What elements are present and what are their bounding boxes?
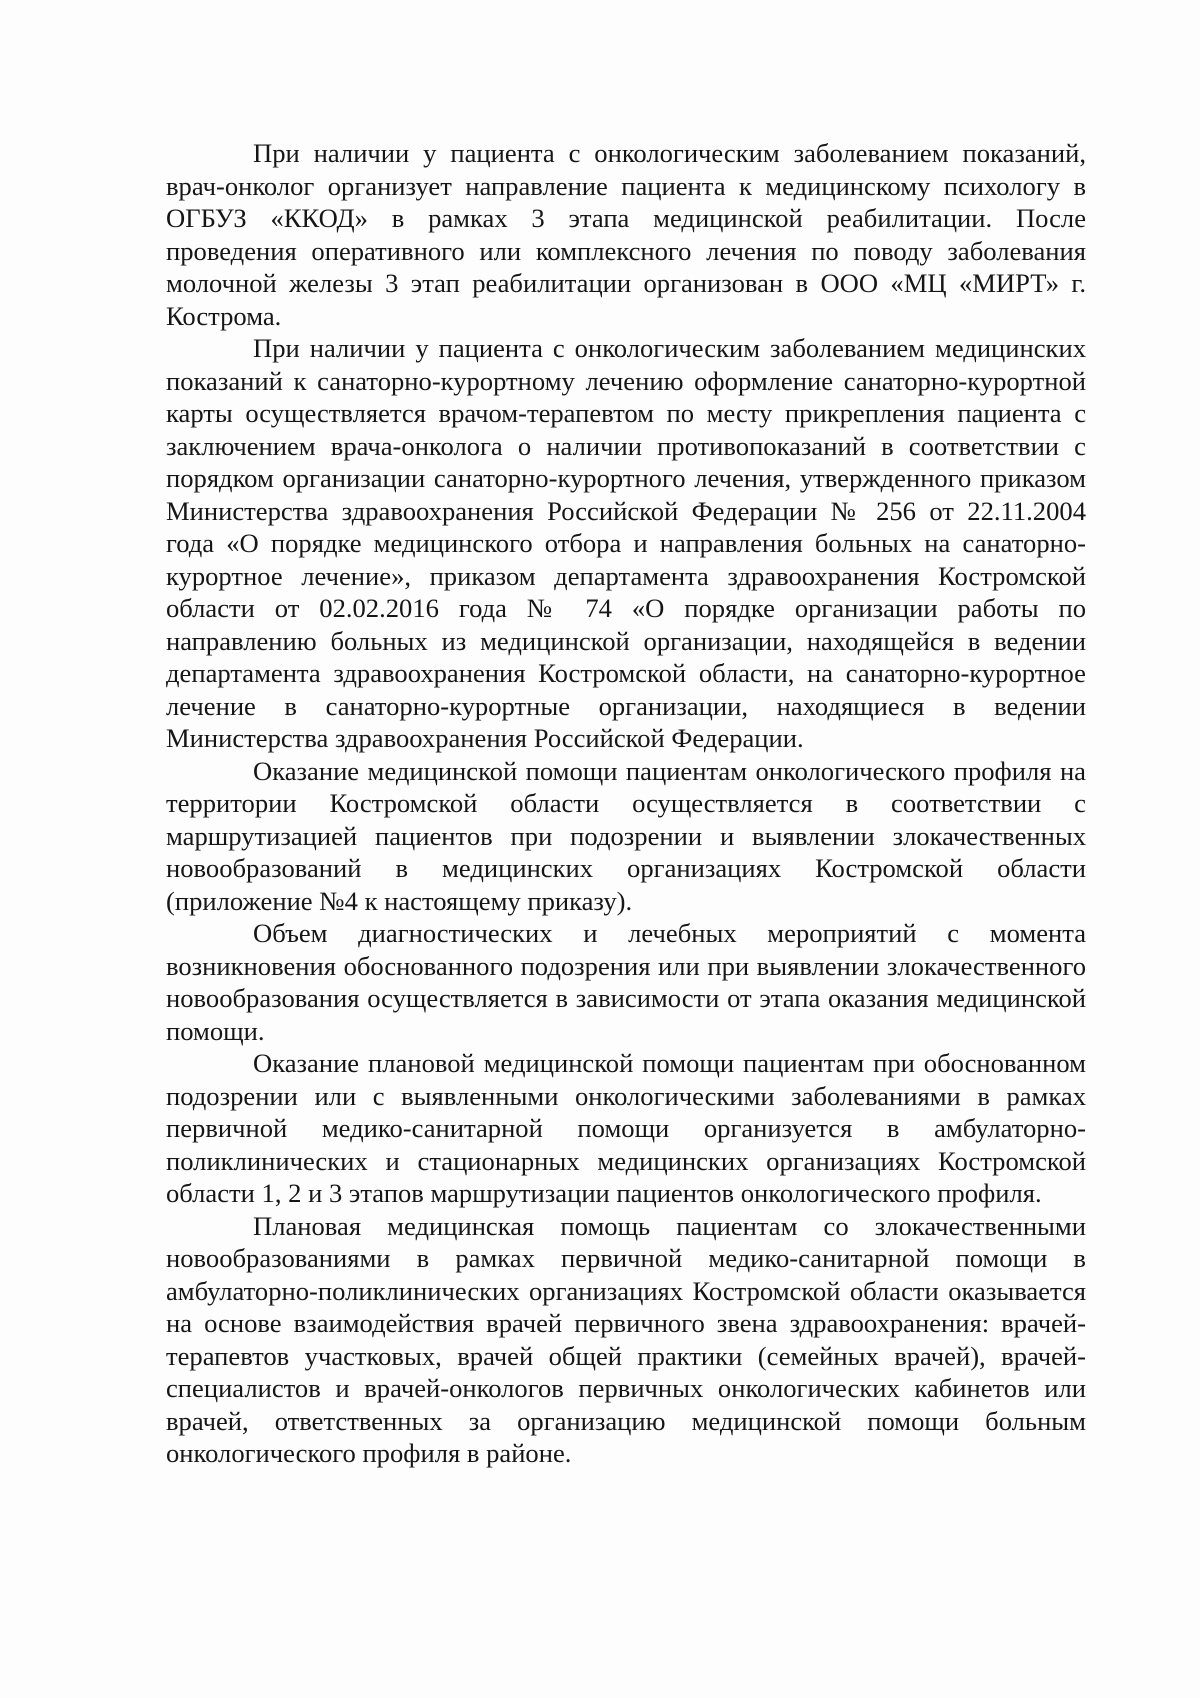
paragraph-rehabilitation: При наличии у пациента с онкологическим заболеванием показаний, врач-онколог организует направление пациента к медицинскому психологу в ОГБУЗ «ККОД» в рамках 3 этапа медицинской реабилитации. После проведения оперативного или комплексного лечения по поводу заболевания молочной железы 3 этап реабилитации организован в ООО «МЦ «МИРТ» г. Кострома. — [166, 138, 1086, 331]
document-body — [166, 137, 1086, 1470]
paragraph-routing: Оказание медицинской помощи пациентам онкологического профиля на территории Костромской области осуществляется в соответствии с маршрутизацией пациентов при подозрении и выявлении злокачественных новообразований в медицинских организациях Костромской области (приложение №4 к настоящему приказу). — [166, 755, 1086, 916]
paragraph-sanatorium-treatment: При наличии у пациента с онкологическим заболеванием медицинских показаний к санаторно-курортному лечению оформление санаторно-курортной карты осуществляется врачом-терапевтом по месту прикрепления пациента с заключением врача-онколога о наличии противопоказаний в соответствии с порядком организации санаторно-курортного лечения, утвержденного приказом Министерства здравоохранения Российской Федерации № 256 от 22.11.2004 года «О порядке медицинского отбора и направления больных на санаторно-курортное лечение», приказом департамента здравоохранения Костромской области от 02.02.2016 года № 74 «О порядке организации работы по направлению больных из медицинской организации, находящейся в ведении департамента здравоохранения Костромской области, на санаторно-курортное лечение в санаторно-курортные организации, находящиеся в ведении Министерства здравоохранения Российской Федерации. — [166, 333, 1086, 753]
paragraph-diagnostic-volume: Объем диагностических и лечебных мероприятий с момента возникновения обоснованного подозрения или при выявлении злокачественного новообразования осуществляется в зависимости от этапа оказания медицинской помощи. — [166, 918, 1086, 1046]
paragraph-primary-care: Плановая медицинская помощь пациентам со злокачественными новообразованиями в рамках первичной медико-санитарной помощи в амбулаторно-поликлинических организациях Костромской области оказывается на основе взаимодействия врачей первичного звена здравоохранения: врачей-терапевтов участковых, врачей общей практики (семейных врачей), врачей-специалистов и врачей-онкологов первичных онкологических кабинетов или врачей, ответственных за организацию медицинской помощи больным онкологического профиля в районе. — [166, 1210, 1086, 1468]
paragraph-planned-care: Оказание плановой медицинской помощи пациентам при обоснованном подозрении или с выявленными онкологическими заболеваниями в рамках первичной медико-санитарной помощи организуется в амбулаторно-поликлинических и стационарных медицинских организациях Костромской области 1, 2 и 3 этапов маршрутизации пациентов онкологического профиля. — [166, 1048, 1086, 1208]
